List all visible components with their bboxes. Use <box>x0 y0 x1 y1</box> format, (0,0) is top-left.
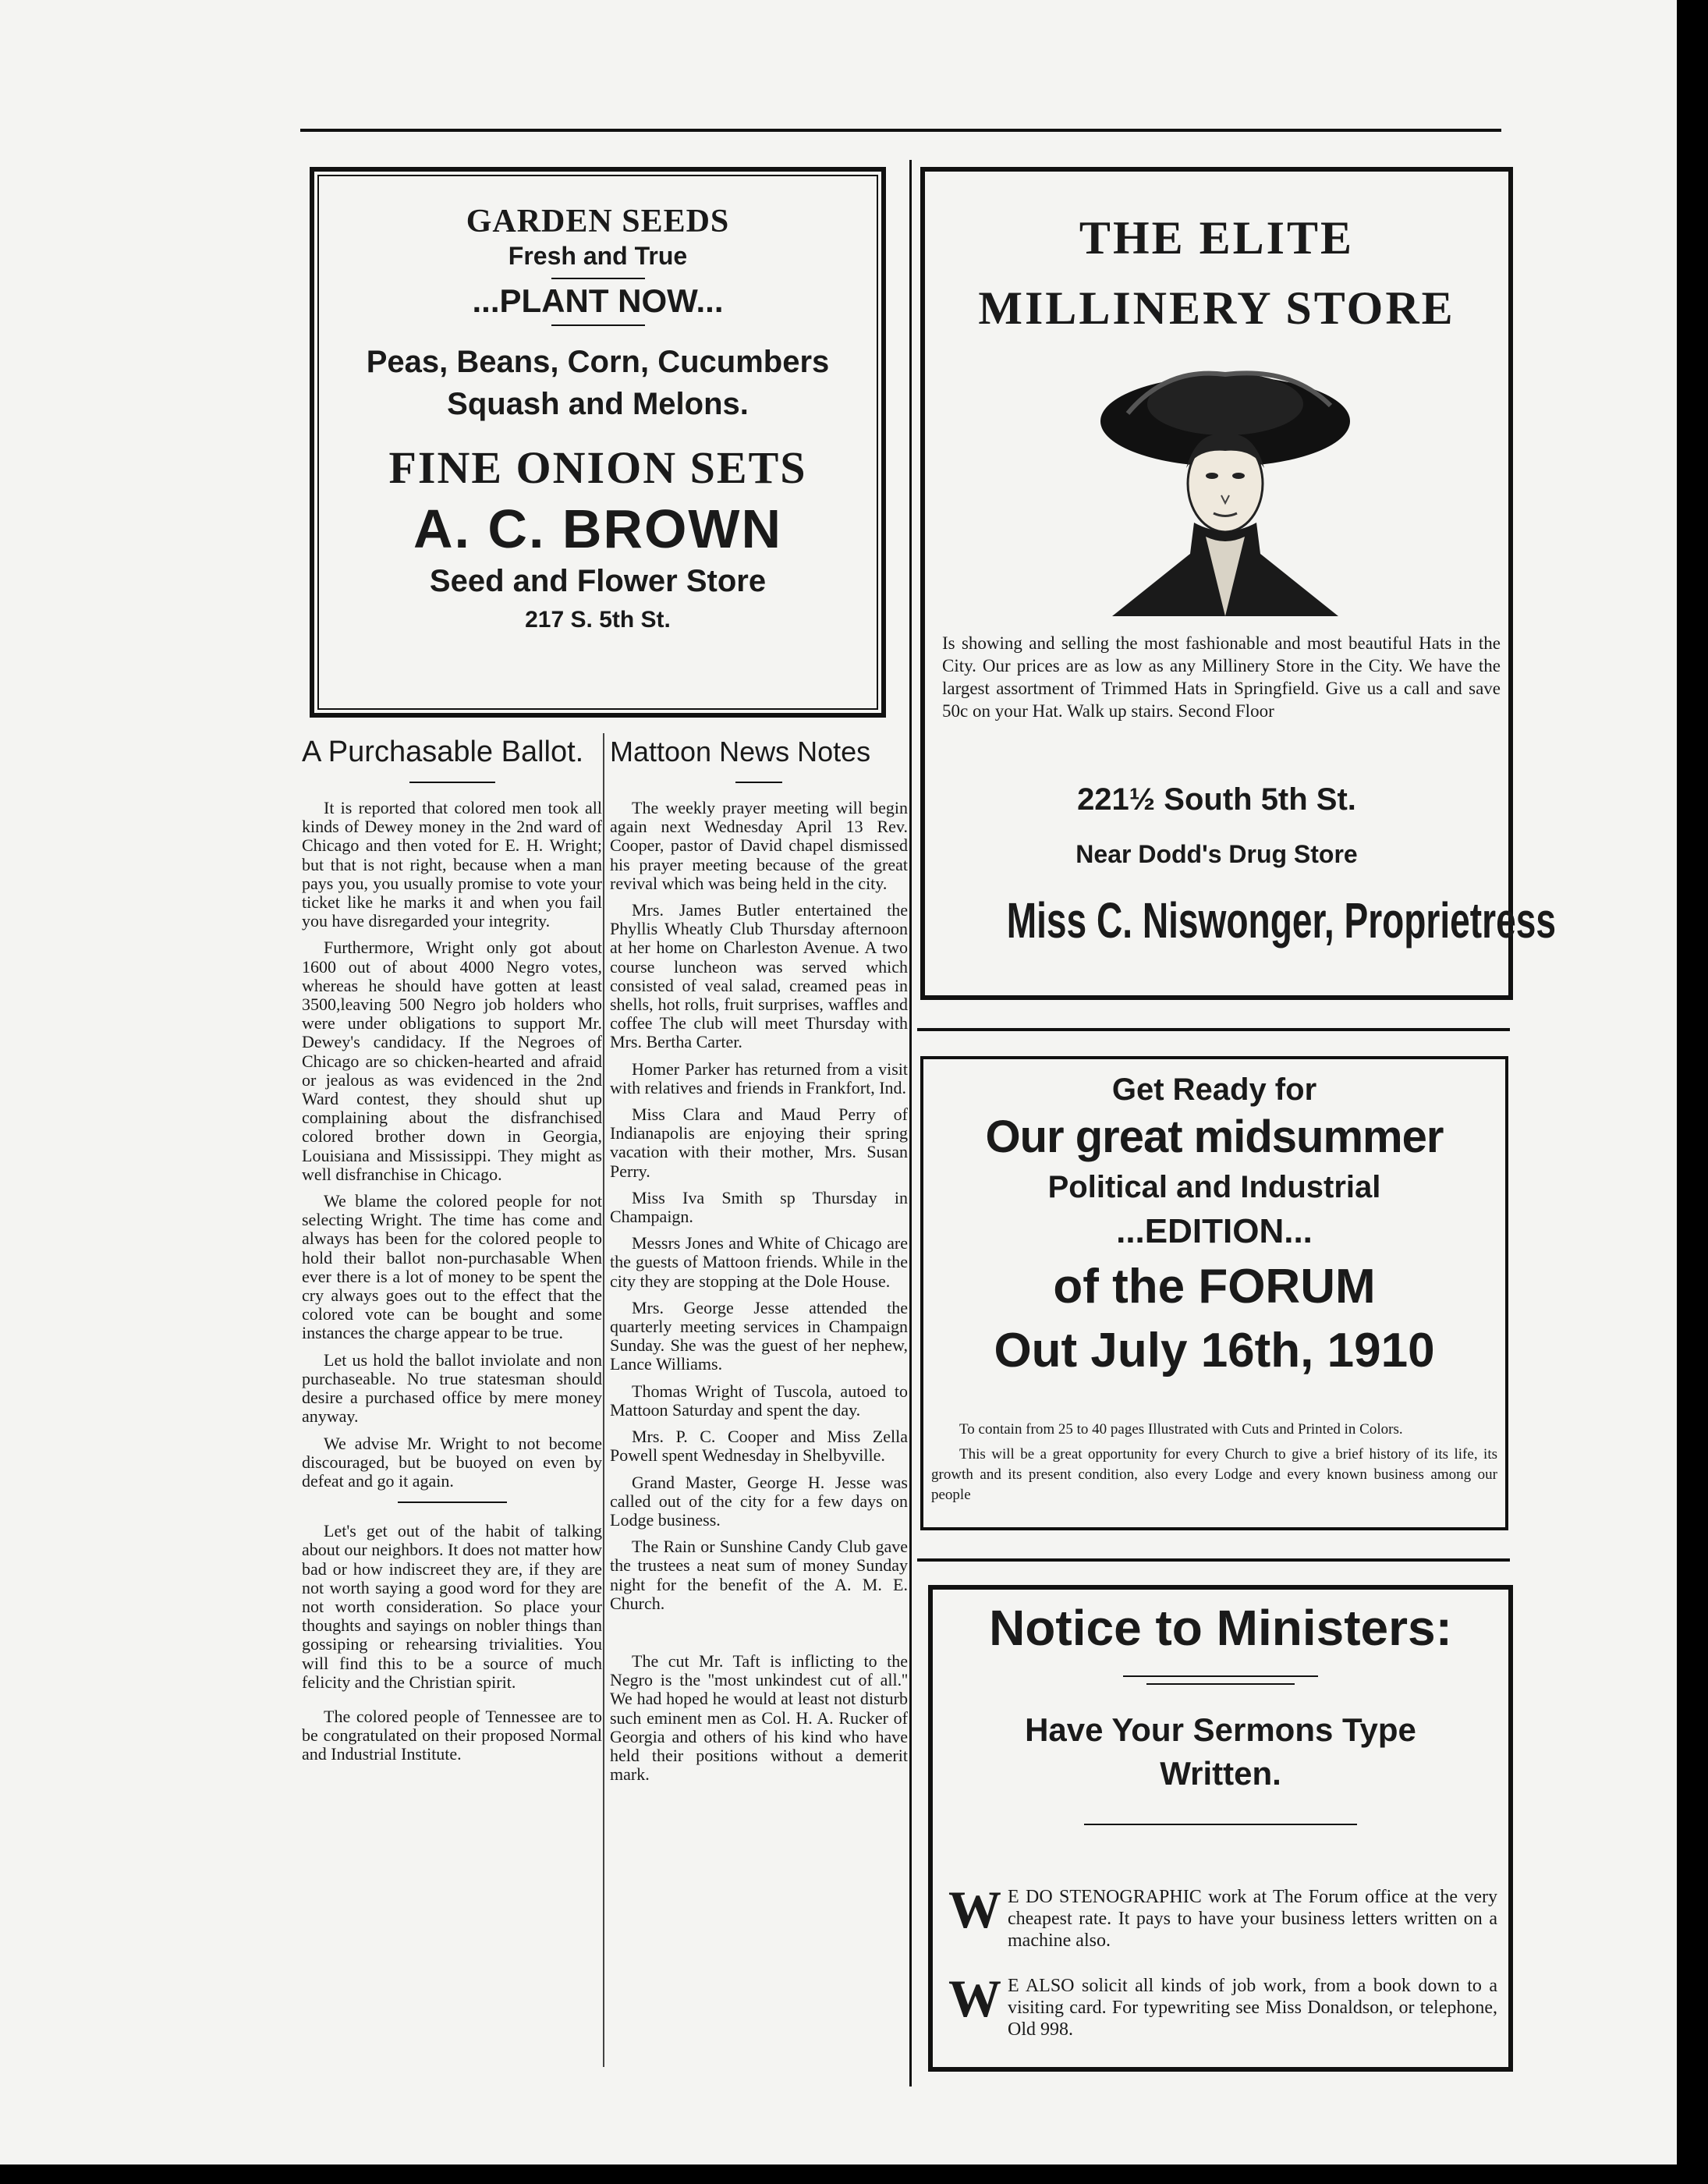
news-item: Grand Master, George H. Jesse was called out of the city for a few days on Lodge business. <box>610 1472 908 1530</box>
news-item: Homer Parker has returned from a visit with relatives and friends in Frankfort, Ind. <box>610 1058 908 1097</box>
news-item: Mrs. George Jesse attended the quarterly meeting services in Champaign Sunday. She was the guest of her nephew, Lance Williams. <box>610 1297 908 1374</box>
millinery-title-line-1: THE ELITE <box>1079 212 1355 264</box>
ministers-title: Notice to Ministers: <box>989 1600 1452 1656</box>
news-item: The Rain or Sunshine Candy Club gave the trustees a neat sum of money Sunday night for the benefit of the A. M. E. Church. <box>610 1537 908 1613</box>
mattoon-headline: Mattoon News Notes <box>610 736 871 768</box>
forum-line-3: Political and Industrial <box>1047 1170 1381 1204</box>
merchant-name: A. C. BROWN <box>413 498 783 559</box>
column-divider <box>909 160 912 2086</box>
store-address: 217 S. 5th St. <box>525 607 671 633</box>
forum-line-2: Our great midsummer <box>985 1112 1444 1162</box>
news-item: Messrs Jones and White of Chicago are the guests of Mattoon friends. While in the city they are stopping at the Dole House. <box>610 1233 908 1291</box>
garden-seeds-subtitle: Fresh and True <box>508 242 688 270</box>
taft-paragraph: The cut Mr. Taft is inflicting to the Negro is the ''most unkindest cut of all.'' We had hoped he would at least not disturb such eminent men as Col. H. A. Rucker of Georgia and others of his kind who have held their positions without a demerit mark. <box>610 1650 908 1785</box>
ballot-article <box>302 735 602 1772</box>
ballot-paragraph: It is reported that colored men took all kinds of Dewey money in the 2nd ward of Chicago and then voted for E. H. Wright; but that is not right, because when a man pays you, you usually promise to vote your ticket like he marks it and when you fail you have disregarded your integrity. <box>302 798 602 931</box>
tennessee-paragraph: The colored people of Tennessee are to be congratulated on their proposed Normal and Industrial Institute. <box>302 1706 602 1764</box>
job-work-text: E ALSO solicit all kinds of job work, from a book down to a visiting card. For typewriting see Miss Donaldson, or telephone, Old 998. <box>1008 1976 1497 2040</box>
neighbors-paragraph: Let's get out of the habit of talking about our neighbors. It does not matter how bad or how indiscreet they are, if they are not worth saying a good word for they are not worth consideration. So place your thoughts and sayings on nobler things than gossiping or rehearsing trivialities. You will find this to be a source of much felicity and the Christian spirit. <box>302 1521 602 1692</box>
forum-bottom-rule <box>917 1558 1510 1562</box>
millinery-proprietress: Miss C. Niswonger, Proprietress <box>1006 892 1556 948</box>
woman-in-hat-illustration <box>1097 359 1354 616</box>
divider <box>1084 1824 1357 1825</box>
news-item: The weekly prayer meeting will begin again next Wednesday April 13 Rev. Cooper, pastor of David chapel dismissed his prayer meeting because of the great revival which was being held in the city. <box>610 798 908 893</box>
mattoon-news <box>610 735 908 1792</box>
garden-seeds-title: GARDEN SEEDS <box>466 204 730 239</box>
ministers-subtitle-line-2: Written. <box>1160 1755 1281 1792</box>
drop-cap: W <box>948 1969 1001 2028</box>
top-rule <box>300 129 1501 132</box>
inner-column-divider <box>603 733 604 2067</box>
millinery-address: 221½ South 5th St. <box>1077 782 1356 817</box>
ministers-subtitle-line-1: Have Your Sermons Type <box>1025 1711 1416 1748</box>
divider <box>551 324 645 326</box>
divider <box>1123 1675 1318 1677</box>
job-work-paragraph <box>948 1969 1497 2040</box>
plant-now-heading: ...PLANT NOW... <box>472 282 724 319</box>
stenographic-text: E DO STENOGRAPHIC work at The Forum office at the very cheapest rate. It pays to have your business letters written on a machine also. <box>1008 1887 1497 1951</box>
divider <box>398 1502 507 1503</box>
onion-sets-heading: FINE ONION SETS <box>388 442 807 493</box>
news-item: Mrs. James Butler entertained the Phyllis Wheatly Club Thursday afternoon at her home on Charleston Avenue. A two course luncheon was served which consisted of veal salad, creamed peas in shells, hot rolls, fruit surprises, waffles and coffee The club will meet Thursday with Mrs. Bertha Carter. <box>610 900 908 1052</box>
crops-line-2: Squash and Melons. <box>447 387 749 421</box>
millinery-ad <box>920 167 1556 1000</box>
drop-cap: W <box>948 1880 1001 1939</box>
stenographic-paragraph <box>948 1880 1497 1952</box>
forum-note-2: This will be a great opportunity for every Church to give a brief history of its life, its growth and its present condition, also every Lodge and every known business among our people <box>931 1446 1497 1503</box>
news-item: Mrs. P. C. Cooper and Miss Zella Powell spent Wednesday in Shelbyville. <box>610 1427 908 1466</box>
divider <box>409 782 495 783</box>
ballot-paragraph: We blame the colored people for not selecting Wright. The time has come and always has been for the colored people to hold their ballot non-purchasable When ever there is a lot of money to be spent the cry always goes out to the effect that the colored vote can be bought and some instances the charge appear to be true. <box>302 1191 602 1343</box>
store-name: Seed and Flower Store <box>429 564 767 598</box>
divider <box>1146 1683 1295 1685</box>
forum-line-4: ...EDITION... <box>1116 1212 1313 1250</box>
crops-line-1: Peas, Beans, Corn, Cucumbers <box>366 345 830 379</box>
ministers-notice-ad <box>928 1585 1513 2072</box>
divider <box>735 782 782 783</box>
forum-note-1: To contain from 25 to 40 pages Illustrated with Cuts and Printed in Colors. <box>959 1421 1403 1438</box>
millinery-body-text: Is showing and selling the most fashionable and most beautiful Hats in the City. Our prices are as low as any Millinery Store in the City. We have the largest assortment of Trimmed Hats in Springfield. Give us a call and save 50c on your Hat. Walk up stairs. Second Floor <box>942 633 1501 721</box>
millinery-near: Near Dodd's Drug Store <box>1075 840 1358 868</box>
news-item: Miss Clara and Maud Perry of Indianapolis are enjoying their spring vacation with their mother, Mrs. Susan Perry. <box>610 1104 908 1181</box>
millinery-title-line-2: MILLINERY STORE <box>978 282 1455 334</box>
forum-line-6: Out July 16th, 1910 <box>994 1324 1435 1377</box>
forum-edition-ad <box>920 1056 1508 1530</box>
garden-seeds-ad <box>310 167 886 718</box>
forum-line-1: Get Ready for <box>1111 1072 1317 1107</box>
news-item: Miss Iva Smith sp Thursday in Champaign. <box>610 1187 908 1227</box>
ballot-paragraph: Furthermore, Wright only got about 1600 out of about 4000 Negro votes, whereas he should have gotten at least 3500,leaving 500 Negro job holders who were under obligations to support Mr. Dewey's candidacy. If the Negroes of Chicago are so chicken-hearted and afraid or jealous as was evidenced in the 2nd Ward contest, they should shut up complaining about the disfranchised colored brother down in Georgia, Louisiana and Mississippi. They might as well disfranchise in Chicago. <box>302 938 602 1184</box>
ballot-paragraph: We advise Mr. Wright to not become discouraged, but be buoyed on even by defeat and go it again. <box>302 1433 602 1491</box>
forum-line-5: of the FORUM <box>1053 1260 1376 1314</box>
ballot-headline: A Purchasable Ballot. <box>302 736 584 768</box>
news-item: Thomas Wright of Tuscola, autoed to Mattoon Saturday and spent the day. <box>610 1381 908 1420</box>
ballot-paragraph: Let us hold the ballot inviolate and non purchaseable. No true statesman should desire a purchased office by mere money anyway. <box>302 1349 602 1427</box>
millinery-bottom-rule <box>917 1028 1510 1031</box>
